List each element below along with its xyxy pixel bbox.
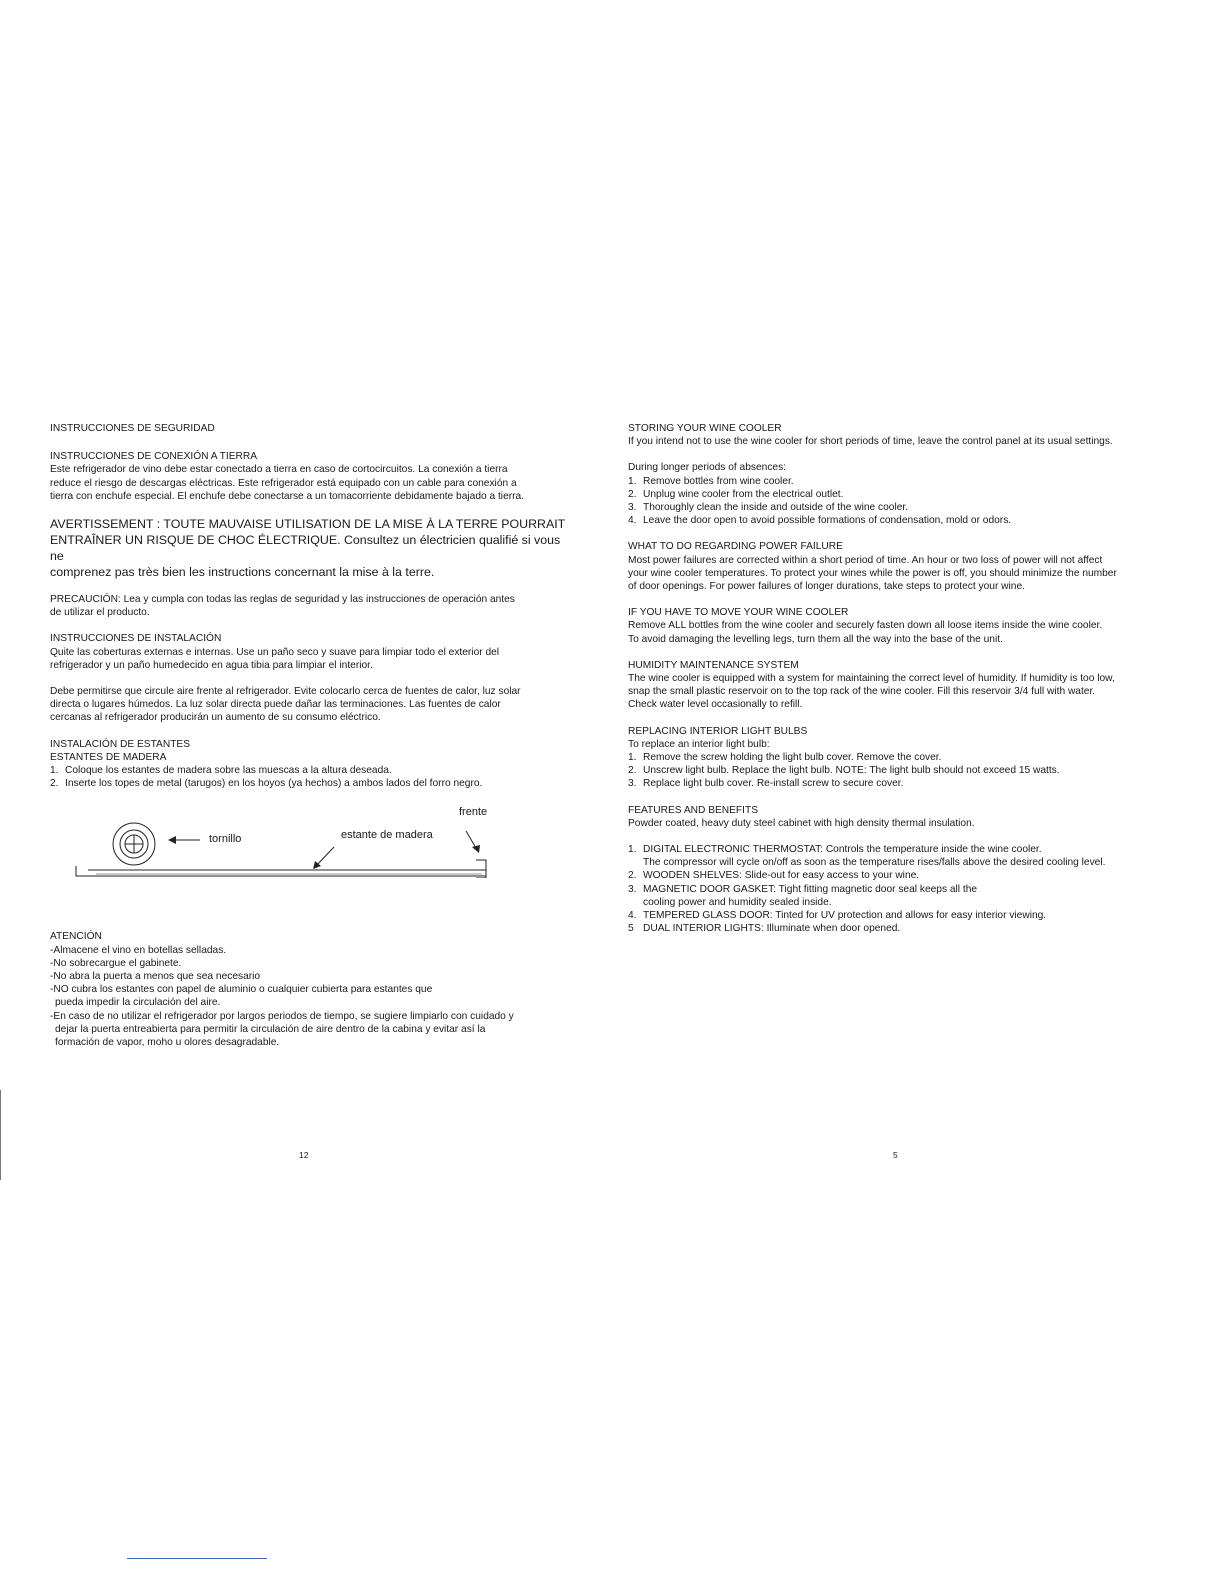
front-arrow [466,831,476,848]
features-section: FEATURES AND BENEFITS Powder coated, heavy duty steel cabinet with high density thermal insulation. [628,804,1168,830]
shelf-left-end [76,866,100,876]
shelves-title: INSTALACIÓN DE ESTANTES [50,738,191,750]
bottom-rule [127,1558,267,1559]
list-item: 4. TEMPERED GLASS DOOR: Tinted for UV protection and allows for easy interior viewing. [628,910,1047,922]
front-arrowhead [472,845,480,853]
storing-section: STORING YOUR WINE COOLER If you intend not to use the wine cooler for short periods of time, leave the control panel at its usual settings. [628,422,1168,448]
left-page [50,422,570,1062]
list-item: 2. Unscrew light bulb. Replace the light bulb. NOTE: The light bulb should not exceed 15 watts. [628,765,1060,777]
move-section: IF YOU HAVE TO MOVE YOUR WINE COOLER Remove ALL bottles from the wine cooler and securely fasten down all loose items inside the wine cooler. To avoid damaging the levelling legs, turn them all the way into the base of the unit. [628,606,1168,646]
shelf-diagram [72,796,542,878]
list-item: 1. Remove bottles from wine cooler. [628,475,794,487]
list-item: 1. Coloque los estantes de madera sobre las muescas a la altura deseada. [50,765,392,777]
power-failure-title: WHAT TO DO REGARDING POWER FAILURE [628,541,843,553]
installation-section: INSTRUCCIONES DE INSTALACIÓN Quite las coberturas externas e internas. Use un paño seco y suave para limpiar todo el exterior del refrigerador y un paño humedecido en agua tibia para limpiar el interior. [50,632,570,672]
absences-section: During longer periods of absences: 1. Remove bottles from wine cooler. 2. Unplug wine cooler from the electrical outlet. 3. Thoroughly clean the inside and outside of the wine cooler. 4. Leave the door open to avoid possible formations of condensation, mold or odors. [628,461,1168,527]
list-item: 2. Unplug wine cooler from the electrical outlet. [628,488,844,500]
attention-title: ATENCIÓN [50,931,102,943]
list-item: 1. DIGITAL ELECTRONIC THERMOSTAT: Controls the temperature inside the wine cooler. [628,844,1042,856]
screw-arrowhead [168,836,176,844]
shelf-arrow [316,847,334,866]
page-number-left: 12 [299,1150,309,1160]
page-number-right: 5 [893,1150,898,1160]
list-item: 3. Thoroughly clean the inside and outside of the wine cooler. [628,502,909,514]
shelf-front-stop [476,860,486,878]
list-item: 2. WOODEN SHELVES: Slide-out for easy access to your wine. [628,870,920,882]
storing-title: STORING YOUR WINE COOLER [628,423,782,434]
right-page [628,422,1168,949]
features-title: FEATURES AND BENEFITS [628,804,759,816]
light-bulbs-title: REPLACING INTERIOR LIGHT BULBS [628,725,808,737]
attention-section: ATENCIÓN -Almacene el vino en botellas selladas. -No sobrecargue el gabinete. -No abra la puerta a menos que sea necesario -NO cubra los estantes con papel de aluminio o cualquier cubierta para estantes que pueda impedir la circulación del aire. -En caso de no utilizar el refrigerador por largos periodos de tiempo, se sugiere limpiarlo con cuidado y dejar la puerta entreabierta para permitir la circulación de aire dentro de la cabina y evitar así la formación de vapor, moho u olores desagradable. [50,930,570,1049]
shelves-section [50,738,570,791]
left-edge-line [0,1090,1,1180]
list-item: 1. Remove the screw holding the light bulb cover. Remove the cover. [628,752,942,764]
humidity-section: HUMIDITY MAINTENANCE SYSTEM The wine cooler is equipped with a system for maintaining the correct level of humidity. If humidity is too low, snap the small plastic reservoir on to the top rack of the wine cooler. Fill this reservoir 3/4 full with water. Check water level occasionally to refill. [628,659,1168,712]
caution-section: PRECAUCIÓN: Lea y cumpla con todas las reglas de seguridad y las instrucciones de operación antes de utilizar el producto. [50,594,515,619]
shelves-steps [50,764,570,790]
warning-section: AVERTISSEMENT : TOUTE MAUVAISE UTILISATION DE LA MISE À LA TERRE POURRAIT ENTRAÎNER UN RISQUE DE CHOC ÉLECTRIQUE. Consultez un électricien qualifié si vous ne comprenez pas très bien les instructions concernant la mise à la terre. [50,517,566,580]
list-item: 3. MAGNETIC DOOR GASKET: Tight fitting magnetic door seal keeps all the [628,883,978,895]
light-bulbs-section: REPLACING INTERIOR LIGHT BULBS To replace an interior light bulb: 1. Remove the screw holding the light bulb cover. Remove the cover. 2. Unscrew light bulb. Replace the light bulb. NOTE: The light bulb should not exceed 15 watts. 3. Replace light bulb cover. Re-install screw to secure cover. [628,725,1168,791]
features-list: 1. DIGITAL ELECTRONIC THERMOSTAT: Controls the temperature inside the wine cooler. The compressor will cycle on/off as soon as the temperature rises/falls above the desired cooling level. 2. WOODEN SHELVES: Slide-out for easy access to your wine. 3. MAGNETIC DOOR GASKET: Tight fitting magnetic door seal keeps all the cooling power and humidity sealed inside. 4. TEMPERED GLASS DOOR: Tinted for UV protection and allows for easy interior viewing. 5 DUAL INTERIOR LIGHTS: Illuminate when door opened. [628,843,1168,935]
move-title: IF YOU HAVE TO MOVE YOUR WINE COOLER [628,607,849,619]
grounding-title: INSTRUCCIONES DE CONEXIÓN A TIERRA [50,451,257,463]
list-item: 2. Inserte los topes de metal (tarugos) en los hoyos (ya hechos) a ambos lados del forro negro. [50,778,483,790]
grounding-section: INSTRUCCIONES DE CONEXIÓN A TIERRA Este refrigerador de vino debe estar conectado a tierra en caso de cortocircuitos. La conexión a tierra reduce el riesgo de descargas eléctricas. Este refrigerador está equipado con un cable para conexión a tierra con enchufe especial. El enchufe debe conectarse a un tomacorriente debidamente bajado a tierra. [50,450,570,503]
list-item: 5 DUAL INTERIOR LIGHTS: Illuminate when door opened. [628,923,901,935]
airflow-section: Debe permitirse que circule aire frente al refrigerador. Evite colocarlo cerca de fuentes de calor, luz solar directa o lugares húmedos. La luz solar directa puede dañar las terminaciones. Las fuentes de calor cercanas al refrigerador producirán un aumento de su consumo eléctrico. [50,686,521,724]
power-failure-section: WHAT TO DO REGARDING POWER FAILURE Most power failures are corrected within a short period of time. An hour or two loss of power will not affect your wine cooler temperatures. To protect your wines while the power is off, you should minimize the number of door openings. For power failures of longer durations, take steps to protect your wine. [628,540,1168,593]
screw-label: tornillo [209,833,242,846]
shelves-subtitle: ESTANTES DE MADERA [50,751,167,763]
front-label: frente [459,806,488,819]
safety-heading: INSTRUCCIONES DE SEGURIDAD [50,423,215,434]
list-item: 4. Leave the door open to avoid possible formations of condensation, mold or odors. [628,515,1012,527]
list-item: 3. Replace light bulb cover. Re-install screw to secure cover. [628,778,904,790]
humidity-title: HUMIDITY MAINTENANCE SYSTEM [628,659,799,671]
installation-title: INSTRUCCIONES DE INSTALACIÓN [50,633,222,645]
shelf-label: estante de madera [341,829,433,842]
